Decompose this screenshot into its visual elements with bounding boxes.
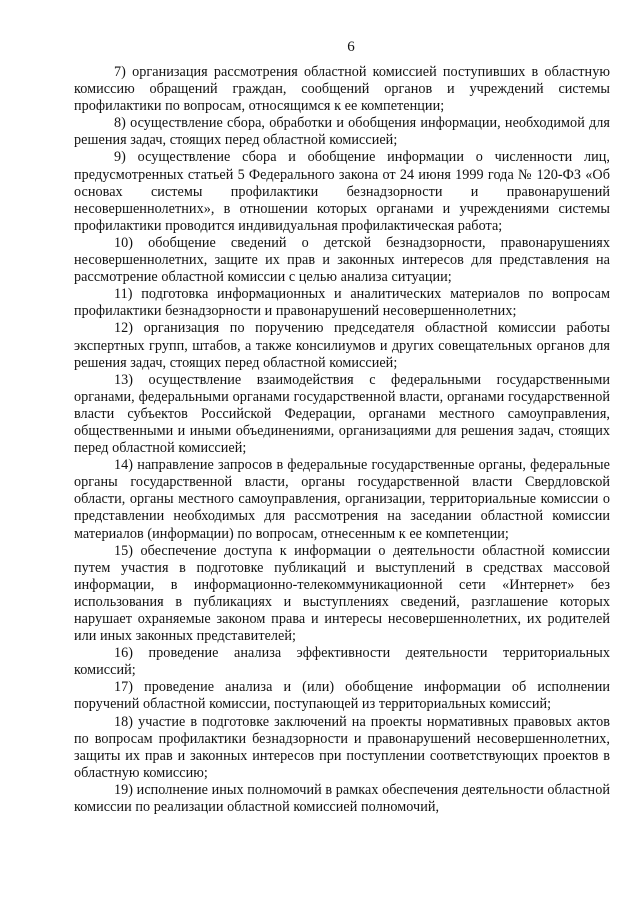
list-item: 16) проведение анализа эффективности деятельности территориальных комиссий; (74, 645, 610, 679)
list-item: 8) осуществление сбора, обработки и обобщения информации, необходимой для решения задач, стоящих перед областной комиссией; (74, 115, 610, 149)
list-item: 11) подготовка информационных и аналитических материалов по вопросам профилактики безнадзорности и правонарушений несовершеннолетних; (74, 286, 610, 320)
list-item: 19) исполнение иных полномочий в рамках обеспечения деятельности областной комиссии по реализации областной комиссией полномочий, (74, 781, 610, 816)
document-page (74, 38, 610, 816)
list-item: 15) обеспечение доступа к информации о деятельности областной комиссии путем участия в подготовке публикаций и выступлений в средствах массовой информации, в информационно-телекоммуникационной сети «Интернет» без использования в публикациях и выступлениях сведений, разглашение которых нарушает охраняемые законом права и интересы несовершеннолетних, их родителей или иных законных представителей; (74, 542, 610, 645)
page-number: 6 (347, 39, 355, 55)
list-item: 17) проведение анализа и (или) обобщение информации об исполнении поручений областной комиссии, поступающей из территориальных комиссий; (74, 679, 610, 713)
list-item: 7) организация рассмотрения областной комиссией поступивших в областную комиссию обращений граждан, сообщений органов и учреждений системы профилактики по вопросам, относящимся к ее компетенции; (74, 64, 610, 115)
list-item: 10) обобщение сведений о детской безнадзорности, правонарушениях несовершеннолетних, защите их прав и законных интересов для представления на рассмотрение областной комиссии с целью анализа ситуации; (74, 234, 610, 286)
list-item: 13) осуществление взаимодействия с федеральными государственными органами, федеральными органами государственной власти, органами государственной власти субъектов Российской Федерации, органами местного самоуправления, общественными и иными объединениями, организациями для решения задач, стоящих перед областной комиссией; (74, 371, 610, 457)
list-item: 12) организация по поручению председателя областной комиссии работы экспертных групп, штабов, а также консилиумов и других совещательных органов для решения задач, стоящих перед областной комиссией; (74, 320, 610, 371)
list-item: 9) осуществление сбора и обобщение информации о численности лиц, предусмотренных статьей 5 Федерального закона от 24 июня 1999 года № 120-ФЗ «Об основах системы профилактики безнадзорности и правонарушений несовершеннолетних», в отношении которых органами и учреждениями системы профилактики проводится индивидуальная профилактическая работа; (74, 149, 610, 234)
list-item: 14) направление запросов в федеральные государственные органы, федеральные органы государственной власти, органы государственной власти Свердловской области, органы местного самоуправления, организации, территориальные комиссии о представлении необходимых для рассмотрения на заседании областной комиссии материалов (информации) по вопросам, отнесенным к ее компетенции; (74, 457, 610, 542)
list-item: 18) участие в подготовке заключений на проекты нормативных правовых актов по вопросам профилактики безнадзорности и правонарушений несовершеннолетних, защиты их прав и законных интересов при поступлении соответствующих проектов в областную комиссию; (74, 713, 610, 781)
